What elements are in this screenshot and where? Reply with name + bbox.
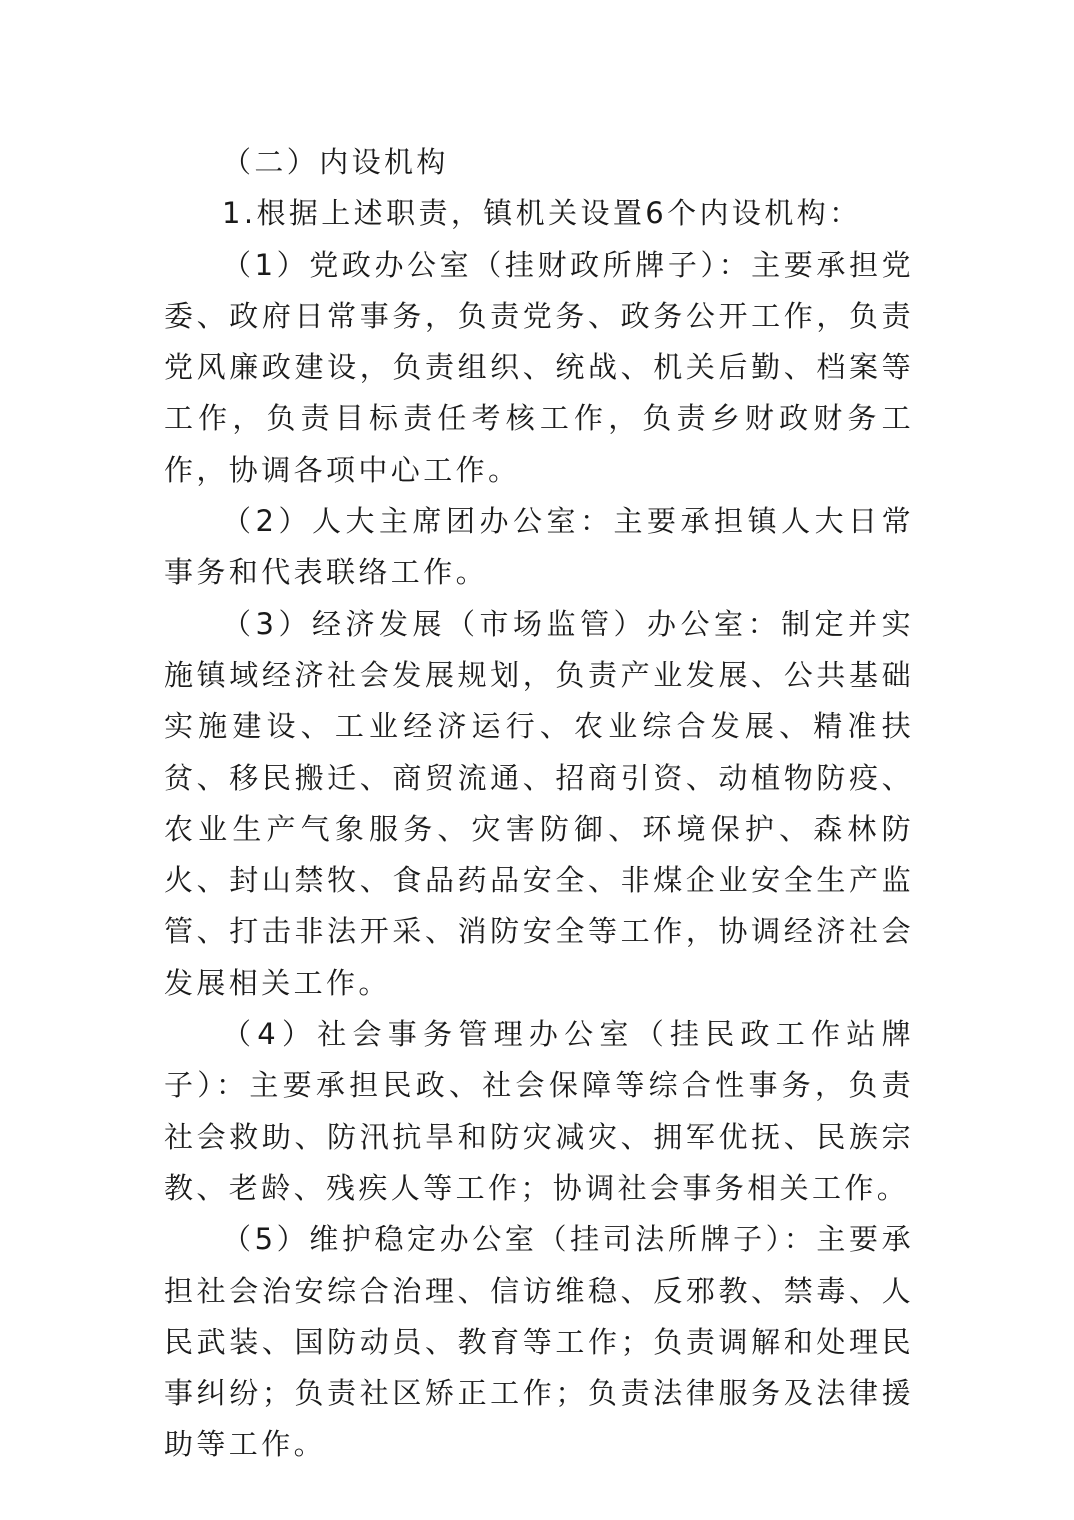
office-1-paragraph: （1）党政办公室（挂财政所牌子）：主要承担党委、政府日常事务，负责党务、政务公开工作，负责党风廉政建设，负责组织、统战、机关后勤、档案等工作，负责目标责任考核工作，负责乡财政财务工作，协调各项中心工作。 [164, 247, 914, 487]
office-4-paragraph: （4）社会事务管理办公室（挂民政工作站牌子）：主要承担民政、社会保障等综合性事务，负责社会救助、防汛抗旱和防灾减灾、拥军优抚、民族宗教、老龄、残疾人等工作；协调社会事务相关工作。 [164, 1017, 914, 1205]
office-5-paragraph: （5）维护稳定办公室（挂司法所牌子）：主要承担社会治安综合治理、信访维稳、反邪教、禁毒、人民武装、国防动员、教育等工作；负责调解和处理民事纠纷；负责社区矫正工作；负责法律服务及法律援助等工作。 [164, 1222, 914, 1462]
office-2-paragraph: （2）人大主席团办公室：主要承担镇人大日常事务和代表联络工作。 [164, 504, 914, 590]
intro-paragraph: 1.根据上述职责，镇机关设置6个内设机构： [222, 196, 862, 231]
document-body [164, 137, 914, 1471]
office-3-paragraph: （3）经济发展（市场监管）办公室：制定并实施镇域经济社会发展规划，负责产业发展、公共基础实施建设、工业经济运行、农业综合发展、精准扶贫、移民搬迁、商贸流通、招商引资、动植物防疫、农业生产气象服务、灾害防御、环境保护、森林防火、封山禁牧、食品药品安全、非煤企业安全生产监管、打击非法开采、消防安全等工作，协调经济社会发展相关工作。 [164, 606, 914, 1000]
section-heading: （二）内设机构 [222, 145, 449, 179]
